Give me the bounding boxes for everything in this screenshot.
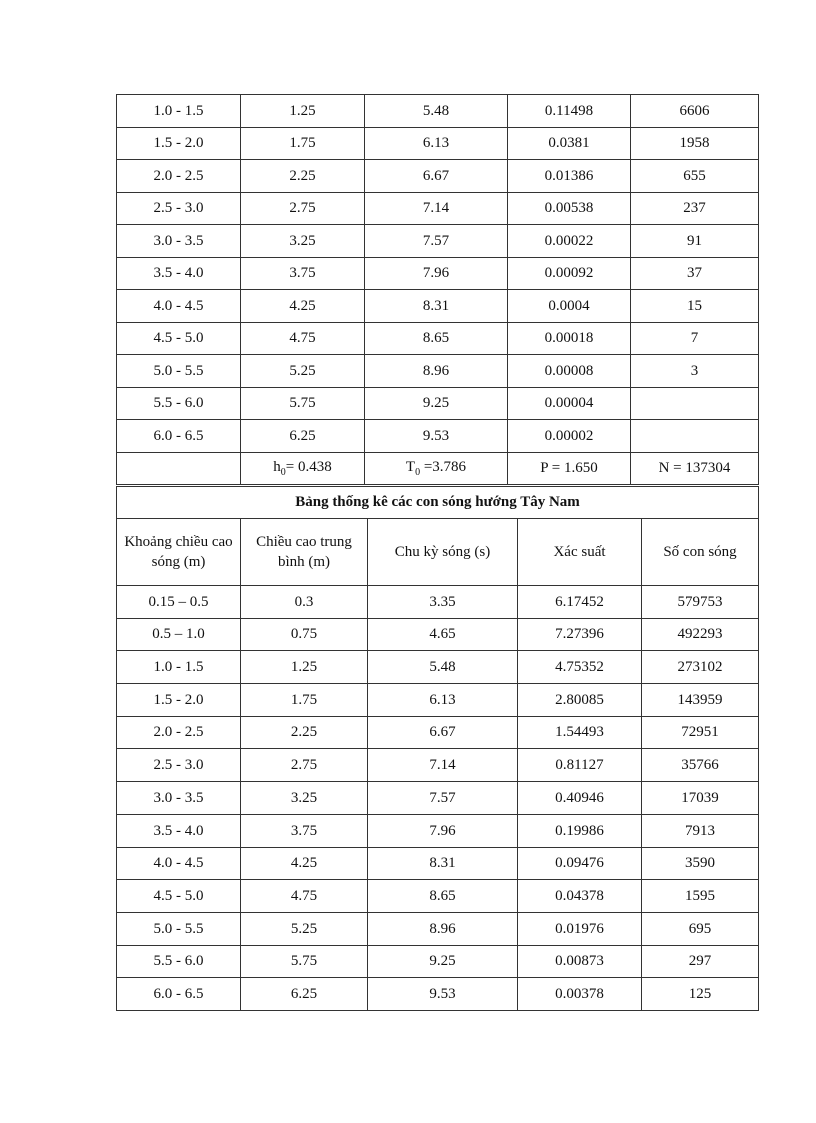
summary-n: N = 137304 bbox=[631, 452, 759, 485]
table-row bbox=[117, 782, 759, 815]
count-cell: 72951 bbox=[642, 716, 759, 749]
count-cell: 17039 bbox=[642, 782, 759, 815]
period-cell: 9.25 bbox=[368, 945, 518, 978]
period-cell: 8.31 bbox=[368, 847, 518, 880]
table-row bbox=[117, 355, 759, 388]
table-row bbox=[117, 322, 759, 355]
table-row bbox=[117, 420, 759, 453]
probability-cell: 0.19986 bbox=[518, 814, 642, 847]
mean-height-cell: 6.25 bbox=[241, 978, 368, 1011]
mean-height-cell: 3.25 bbox=[241, 225, 365, 258]
period-cell: 8.65 bbox=[365, 322, 508, 355]
table-row bbox=[117, 749, 759, 782]
height-range-cell: 6.0 - 6.5 bbox=[117, 978, 241, 1011]
height-range-cell: 1.0 - 1.5 bbox=[117, 651, 241, 684]
probability-cell: 0.00004 bbox=[508, 387, 631, 420]
height-range-cell: 4.5 - 5.0 bbox=[117, 322, 241, 355]
mean-height-cell: 5.75 bbox=[241, 387, 365, 420]
mean-height-cell: 2.75 bbox=[241, 192, 365, 225]
period-cell: 7.96 bbox=[368, 814, 518, 847]
height-range-cell: 4.0 - 4.5 bbox=[117, 847, 241, 880]
probability-cell: 0.11498 bbox=[508, 95, 631, 128]
mean-height-cell: 4.75 bbox=[241, 880, 368, 913]
count-cell: 492293 bbox=[642, 618, 759, 651]
period-cell: 7.14 bbox=[365, 192, 508, 225]
height-range-cell: 3.0 - 3.5 bbox=[117, 225, 241, 258]
height-range-cell: 4.0 - 4.5 bbox=[117, 290, 241, 323]
count-cell bbox=[631, 387, 759, 420]
probability-cell: 0.00092 bbox=[508, 257, 631, 290]
height-range-cell: 2.5 - 3.0 bbox=[117, 192, 241, 225]
probability-cell: 0.09476 bbox=[518, 847, 642, 880]
count-cell: 655 bbox=[631, 160, 759, 193]
period-cell: 8.96 bbox=[365, 355, 508, 388]
period-cell: 8.96 bbox=[368, 912, 518, 945]
table-row bbox=[117, 912, 759, 945]
count-cell: 273102 bbox=[642, 651, 759, 684]
mean-height-cell: 0.3 bbox=[241, 586, 368, 619]
probability-cell: 0.40946 bbox=[518, 782, 642, 815]
height-range-cell: 0.5 – 1.0 bbox=[117, 618, 241, 651]
count-cell: 35766 bbox=[642, 749, 759, 782]
table2-title-row bbox=[117, 487, 759, 519]
wave-statistics-table-continued bbox=[116, 94, 759, 485]
header-wave-period: Chu kỳ sóng (s) bbox=[368, 519, 518, 586]
period-cell: 7.14 bbox=[368, 749, 518, 782]
period-cell: 5.48 bbox=[365, 95, 508, 128]
probability-cell: 7.27396 bbox=[518, 618, 642, 651]
table-row bbox=[117, 387, 759, 420]
mean-height-cell: 2.25 bbox=[241, 160, 365, 193]
period-cell: 8.31 bbox=[365, 290, 508, 323]
mean-height-cell: 1.75 bbox=[241, 684, 368, 717]
table-row bbox=[117, 651, 759, 684]
table-row bbox=[117, 257, 759, 290]
table-row bbox=[117, 225, 759, 258]
probability-cell: 0.0381 bbox=[508, 127, 631, 160]
mean-height-cell: 3.25 bbox=[241, 782, 368, 815]
height-range-cell: 3.5 - 4.0 bbox=[117, 814, 241, 847]
table-row bbox=[117, 618, 759, 651]
probability-cell: 0.00873 bbox=[518, 945, 642, 978]
height-range-cell: 3.5 - 4.0 bbox=[117, 257, 241, 290]
period-cell: 3.35 bbox=[368, 586, 518, 619]
mean-height-cell: 5.25 bbox=[241, 912, 368, 945]
table-row bbox=[117, 290, 759, 323]
count-cell: 695 bbox=[642, 912, 759, 945]
count-cell: 7913 bbox=[642, 814, 759, 847]
height-range-cell: 4.5 - 5.0 bbox=[117, 880, 241, 913]
table1-body bbox=[117, 95, 759, 453]
period-cell: 9.53 bbox=[365, 420, 508, 453]
count-cell: 125 bbox=[642, 978, 759, 1011]
probability-cell: 0.04378 bbox=[518, 880, 642, 913]
header-wave-count: Số con sóng bbox=[642, 519, 759, 586]
period-cell: 6.13 bbox=[365, 127, 508, 160]
mean-height-cell: 3.75 bbox=[241, 814, 368, 847]
southwest-wave-statistics-table bbox=[116, 486, 759, 1011]
period-cell: 7.96 bbox=[365, 257, 508, 290]
table-row bbox=[117, 945, 759, 978]
count-cell: 15 bbox=[631, 290, 759, 323]
height-range-cell: 1.5 - 2.0 bbox=[117, 127, 241, 160]
period-cell: 7.57 bbox=[368, 782, 518, 815]
probability-cell: 0.00378 bbox=[518, 978, 642, 1011]
summary-empty-cell bbox=[117, 452, 241, 485]
mean-height-cell: 1.75 bbox=[241, 127, 365, 160]
height-range-cell: 5.0 - 5.5 bbox=[117, 355, 241, 388]
height-range-cell: 2.0 - 2.5 bbox=[117, 716, 241, 749]
table-row bbox=[117, 978, 759, 1011]
period-cell: 7.57 bbox=[365, 225, 508, 258]
table-title: Bảng thống kê các con sóng hướng Tây Nam bbox=[117, 487, 759, 519]
height-range-cell: 1.5 - 2.0 bbox=[117, 684, 241, 717]
table-row bbox=[117, 814, 759, 847]
period-cell: 9.25 bbox=[365, 387, 508, 420]
count-cell: 237 bbox=[631, 192, 759, 225]
height-range-cell: 6.0 - 6.5 bbox=[117, 420, 241, 453]
mean-height-cell: 2.25 bbox=[241, 716, 368, 749]
period-cell: 5.48 bbox=[368, 651, 518, 684]
header-mean-height: Chiều cao trung bình (m) bbox=[241, 519, 368, 586]
table-row bbox=[117, 847, 759, 880]
height-range-cell: 2.5 - 3.0 bbox=[117, 749, 241, 782]
height-range-cell: 5.5 - 6.0 bbox=[117, 945, 241, 978]
mean-height-cell: 4.25 bbox=[241, 290, 365, 323]
mean-height-cell: 4.75 bbox=[241, 322, 365, 355]
table-row bbox=[117, 127, 759, 160]
height-range-cell: 1.0 - 1.5 bbox=[117, 95, 241, 128]
probability-cell: 0.0004 bbox=[508, 290, 631, 323]
probability-cell: 0.00018 bbox=[508, 322, 631, 355]
mean-height-cell: 1.25 bbox=[241, 95, 365, 128]
height-range-cell: 2.0 - 2.5 bbox=[117, 160, 241, 193]
height-range-cell: 5.0 - 5.5 bbox=[117, 912, 241, 945]
mean-height-cell: 6.25 bbox=[241, 420, 365, 453]
table-row bbox=[117, 586, 759, 619]
period-cell: 9.53 bbox=[368, 978, 518, 1011]
mean-height-cell: 0.75 bbox=[241, 618, 368, 651]
probability-cell: 1.54493 bbox=[518, 716, 642, 749]
count-cell: 91 bbox=[631, 225, 759, 258]
header-height-range: Khoảng chiều cao sóng (m) bbox=[117, 519, 241, 586]
probability-cell: 0.00008 bbox=[508, 355, 631, 388]
table-row bbox=[117, 160, 759, 193]
period-cell: 6.13 bbox=[368, 684, 518, 717]
table-row bbox=[117, 716, 759, 749]
table-row bbox=[117, 95, 759, 128]
table2-body bbox=[117, 586, 759, 1011]
table-row bbox=[117, 880, 759, 913]
count-cell: 3 bbox=[631, 355, 759, 388]
mean-height-cell: 4.25 bbox=[241, 847, 368, 880]
height-range-cell: 5.5 - 6.0 bbox=[117, 387, 241, 420]
count-cell: 37 bbox=[631, 257, 759, 290]
probability-cell: 0.00002 bbox=[508, 420, 631, 453]
count-cell: 143959 bbox=[642, 684, 759, 717]
period-cell: 4.65 bbox=[368, 618, 518, 651]
probability-cell: 6.17452 bbox=[518, 586, 642, 619]
summary-h0: $h_0= 0.438$ bbox=[241, 452, 365, 485]
count-cell: 3590 bbox=[642, 847, 759, 880]
table-row bbox=[117, 192, 759, 225]
count-cell: 1958 bbox=[631, 127, 759, 160]
mean-height-cell: 2.75 bbox=[241, 749, 368, 782]
mean-height-cell: 5.75 bbox=[241, 945, 368, 978]
count-cell: 297 bbox=[642, 945, 759, 978]
probability-cell: 0.00022 bbox=[508, 225, 631, 258]
probability-cell: 4.75352 bbox=[518, 651, 642, 684]
probability-cell: 0.81127 bbox=[518, 749, 642, 782]
period-cell: 6.67 bbox=[368, 716, 518, 749]
header-probability: Xác suất bbox=[518, 519, 642, 586]
probability-cell: 0.01386 bbox=[508, 160, 631, 193]
height-range-cell: 0.15 – 0.5 bbox=[117, 586, 241, 619]
probability-cell: 2.80085 bbox=[518, 684, 642, 717]
mean-height-cell: 3.75 bbox=[241, 257, 365, 290]
count-cell: 1595 bbox=[642, 880, 759, 913]
mean-height-cell: 1.25 bbox=[241, 651, 368, 684]
probability-cell: 0.00538 bbox=[508, 192, 631, 225]
period-cell: 6.67 bbox=[365, 160, 508, 193]
probability-cell: 0.01976 bbox=[518, 912, 642, 945]
period-cell: 8.65 bbox=[368, 880, 518, 913]
count-cell bbox=[631, 420, 759, 453]
table2-header-row bbox=[117, 519, 759, 586]
height-range-cell: 3.0 - 3.5 bbox=[117, 782, 241, 815]
count-cell: 6606 bbox=[631, 95, 759, 128]
summary-t0: $T_0 =3.786$ bbox=[365, 452, 508, 485]
table1-summary-row bbox=[117, 452, 759, 485]
count-cell: 579753 bbox=[642, 586, 759, 619]
summary-p: P = 1.650 bbox=[508, 452, 631, 485]
count-cell: 7 bbox=[631, 322, 759, 355]
table-row bbox=[117, 684, 759, 717]
mean-height-cell: 5.25 bbox=[241, 355, 365, 388]
